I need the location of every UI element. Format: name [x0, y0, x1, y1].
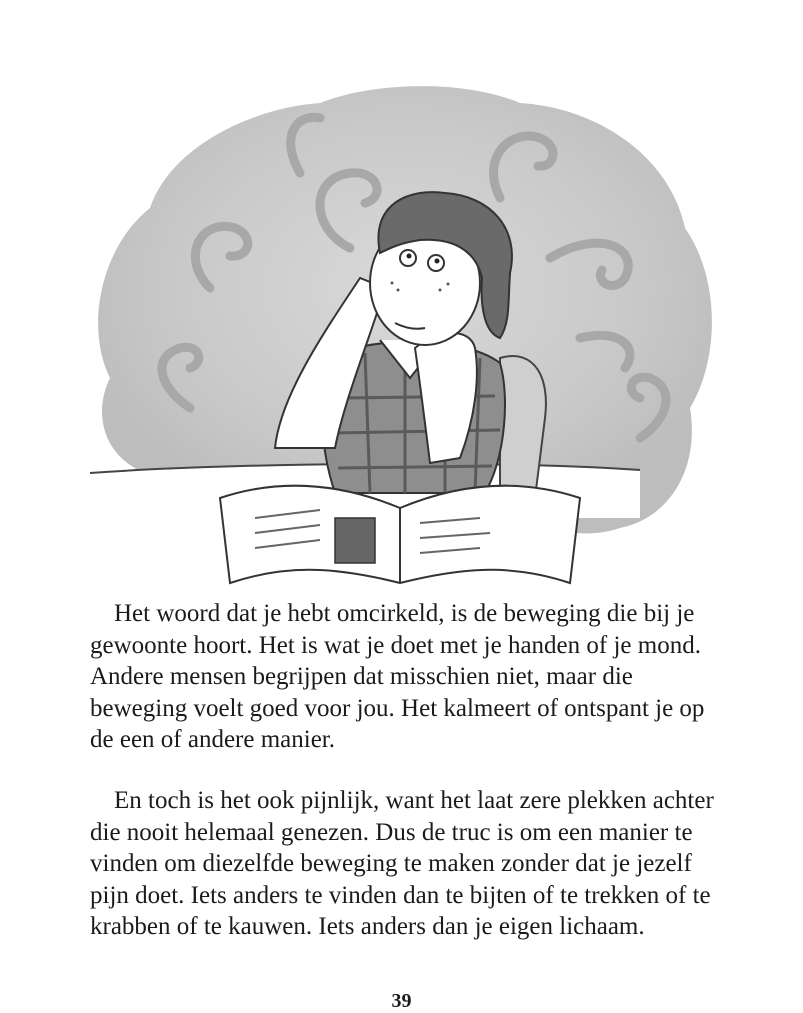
page-number: 39: [391, 990, 412, 1012]
paragraph-1: [90, 598, 730, 756]
paragraph-1-text: Het woord dat je hebt omcirkeld, is de beweging die bij je gewoonte hoort. Het is wat je doet met je handen of je mond. Andere mensen begrijpen dat misschien niet, maar die beweging voelt goed voor jou. Het kalmeert of ontspant je op de een of andere manier.: [90, 600, 705, 753]
paragraph-2: [90, 785, 730, 943]
child-thinking-illustration-icon: [80, 78, 720, 588]
paragraph-2-text: En toch is het ook pijnlijk, want het laat zere plekken achter die nooit helemaal genezen. Dus de truc is om een manier te vinden om diezelfde beweging te maken zonder dat je jezelf pijn doet. Iets anders te vinden dan te bijten of te trekken of te krabben of te kauwen. Iets anders dan je eigen lichaam.: [90, 787, 714, 940]
